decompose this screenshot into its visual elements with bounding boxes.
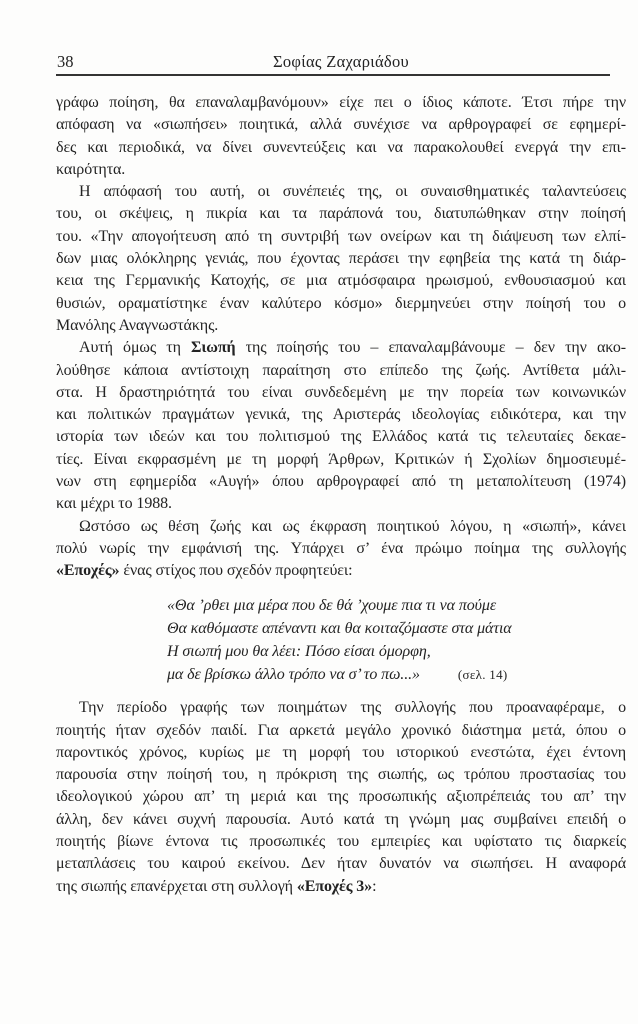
text-line [56,337,626,359]
text-line: άλλη, δεν κάνει συχνή παρουσία. Αυτό κατά τη γνώμη μας συμβαίνει επειδή ο [56,810,626,828]
paragraph-3 [56,337,626,515]
bold-term-epoches: «Εποχές» [56,562,120,580]
header-rule [56,74,610,76]
text-line: παρουσία στην ποίησή του, η πρόκριση της σιωπής, ως τρόπου προστασίας του [56,766,626,784]
quote-line: Η σιωπή μου θα λέει: Πόσο είσαι όμορφη, [167,642,431,660]
text-line: καιρότητα. [56,160,126,178]
text-line: λούθησε κάποια αντίστοιχη παραίτηση στο επίπεδο της ζωής. Αντίθετα μάλι- [56,361,626,379]
text-segment: Αυτή όμως τη [79,339,192,357]
text-line: δων μιας ολόκληρης γενιάς, που έχοντας περάσει την εφηβεία της κατά τη διάρ- [56,250,626,268]
text-line: ιστορία των ιδεών και του πολιτισμού της Ελλάδος κατά τις τελευταίες δεκαε- [56,428,626,446]
text-line: παροντικός χρόνος, κυρίως με τη μορφή του ιστορικού ενεστώτα, έχει έντονη [56,743,626,761]
quote-line: «Θα ’ρθει μια μέρα που δε θά ’χουμε πια τι να πούμε [167,596,497,614]
text-line: και μέχρι το 1988. [56,495,172,513]
text-line [56,560,626,582]
text-line: ποιητής βίωνε έντονα τις προσωπικές του εμπειρίες και υφίστατο τις διαρκείς [56,833,626,851]
text-line: του, οι σκέψεις, η πικρία και τα παράπονά του, διατυπώθηκαν στην ποίησή [56,205,626,223]
text-line: τίες. Είναι εκφρασμένη με τη μορφή Άρθρων, Κριτικών ή Σχολίων δημοσιευμέ- [56,450,626,468]
paragraph-1 [56,92,626,181]
text-line: Η απόφασή του αυτή, οι συνέπειές της, οι συναισθηματικές ταλαντεύσεις [79,183,626,201]
text-line: θυσιών, οραματίστηκε έναν καλύτερο κόσμο» διερμηνεύει στην ποίησή του ο [56,294,626,312]
bold-term-epoches-3: «Εποχές 3» [296,877,373,895]
page-citation: (σελ. 14) [457,667,508,683]
running-title: Σοφίας Ζαχαριάδου [272,52,410,71]
text-line: ιδεολογικού χώρου απ’ τη μεριά και της προσωπικής αξιοπρέπειάς του απ’ την [56,788,626,806]
page-header [56,51,626,72]
text-line: κεια της Γερμανικής Κατοχής, σε μια ατμόσφαιρα ηρωισμού, ενθουσιασμού και [56,272,626,290]
page-number: 38 [57,52,74,71]
text-segment: : [372,877,377,895]
paragraph-4 [56,516,626,583]
text-line: μεταπλάσεις του καιρού εκείνου. Δεν ήταν δυνατόν να σιωπήσει. Η αναφορά [56,855,626,873]
quote-verse: μα δε βρίσκω άλλο τρόπο να σ’ το πω...» [167,666,420,684]
bold-term-siopi: Σιωπή [191,339,236,357]
body-text [56,92,626,898]
quote-line [167,663,626,686]
text-line: απόφαση να «σιωπήσει» ποιητικά, αλλά συνέχισε να αρθρογραφεί σε εφημερί- [56,116,626,134]
paragraph-5 [56,697,626,898]
text-line: Ωστόσο ως θέση ζωής και ως έκφραση ποιητικού λόγου, η «σιωπή», κάνει [79,517,626,535]
text-line [56,876,626,898]
quote-line: Θα καθόμαστε απέναντι και θα κοιταζόμαστε στα μάτια [167,619,512,637]
text-line: Μανόλης Αναγνωστάκης. [56,316,219,334]
text-line: πολύ νωρίς την εμφάνισή της. Υπάρχει σ’ ένα πρώιμο ποίημα της συλλογής [56,539,626,557]
paragraph-2 [56,181,626,337]
text-column [56,0,626,898]
text-segment: ένας στίχος που σχεδόν προφητεύει: [119,562,353,580]
text-segment: της σιωπής επανέρχεται στη συλλογή [56,877,297,895]
text-line: στα. Η δραστηριότητά του είναι συνδεδεμένη με την πορεία των κοινωνικών [56,383,626,401]
text-line: ποιητής ήταν σχεδόν παιδί. Για αρκετά μεγάλο χρονικό διάστημα μετά, όπου ο [56,721,626,739]
text-line: Την περίοδο γραφής των ποιημάτων της συλλογής που προαναφέραμε, ο [79,699,626,717]
text-line: του. «Την απογοήτευση από τη συντριβή των ονείρων και τη διάψευση των ελπί- [56,227,626,245]
text-segment: της ποίησής του – επαναλαμβάνουμε – δεν την ακο- [235,339,626,357]
text-line: νων στη εφημερίδα «Αυγή» όπου αρθρογραφεί από τη μεταπολίτευση (1974) [56,473,626,491]
text-line: δες και περιοδικά, να δίνει συνεντεύξεις και να παρακολουθεί ενεργά την επι- [56,138,626,156]
poem-quote [167,594,626,687]
text-line: γράφω ποίηση, θα επαναλαμβανόμουν» είχε πει ο ίδιος κάποτε. Έτσι πήρε την [56,94,626,111]
text-line: και πολιτικών πραγμάτων γενικά, της Αριστεράς ιδεολογίας ειδικότερα, και την [56,406,626,424]
